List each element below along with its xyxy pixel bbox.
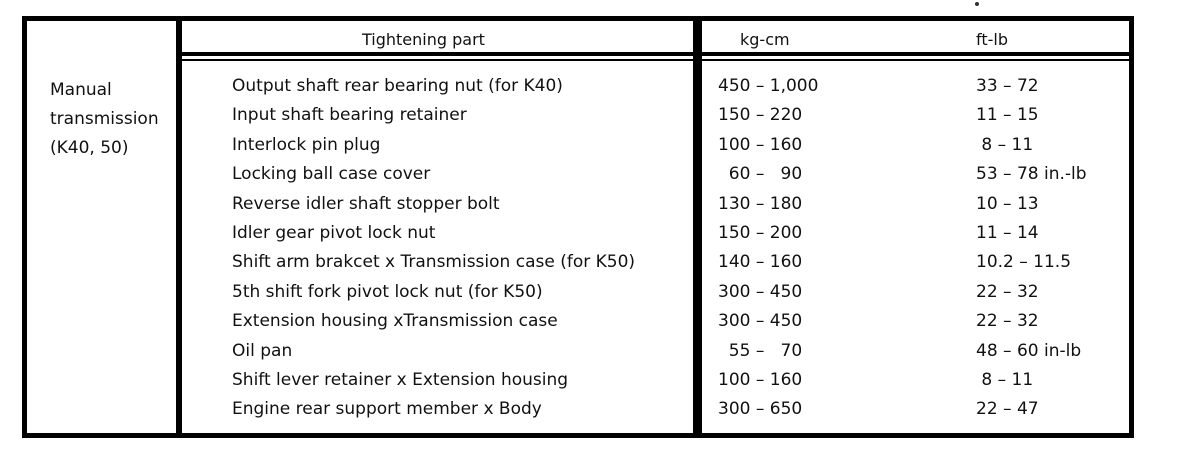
table-cell-kgcm: 150 – 200	[718, 223, 803, 243]
header-divider-thin	[182, 59, 1129, 61]
table-cell-ftlb: 10 – 13	[976, 194, 1039, 214]
table-cell-ftlb: 11 – 15	[976, 105, 1039, 125]
table-cell-part: Shift lever retainer x Extension housing	[232, 370, 569, 390]
category-label	[50, 76, 159, 163]
table-cell-kgcm: 300 – 450	[718, 311, 803, 331]
table-cell-part: Oil pan	[232, 341, 293, 361]
table-cell-kgcm: 140 – 160	[718, 252, 803, 272]
category-line-3: (K40, 50)	[50, 138, 129, 158]
table-cell-ftlb: 22 – 32	[976, 282, 1039, 302]
category-column-divider	[176, 16, 182, 438]
table-cell-kgcm: 150 – 220	[718, 105, 803, 125]
table-cell-ftlb: 8 – 11	[976, 370, 1034, 390]
table-cell-kgcm: 100 – 160	[718, 135, 803, 155]
table-cell-kgcm: 55 – 70	[718, 341, 803, 361]
table-cell-part: 5th shift fork pivot lock nut (for K50)	[232, 282, 543, 302]
table-cell-ftlb: 48 – 60 in-lb	[976, 341, 1082, 361]
table-cell-part: Reverse idler shaft stopper bolt	[232, 194, 500, 214]
header-tightening-part: Tightening part	[362, 30, 485, 49]
header-ft-lb: ft-lb	[976, 30, 1008, 49]
torque-table	[22, 16, 1134, 438]
table-cell-kgcm: 100 – 160	[718, 370, 803, 390]
table-cell-part: Interlock pin plug	[232, 135, 381, 155]
header-divider	[182, 52, 1129, 56]
value-column-divider	[699, 16, 702, 438]
table-cell-ftlb: 53 – 78 in.-lb	[976, 164, 1087, 184]
table-cell-ftlb: 33 – 72	[976, 76, 1039, 96]
table-cell-part: Shift arm brakcet x Transmission case (for K50)	[232, 252, 636, 272]
table-cell-ftlb: 8 – 11	[976, 135, 1034, 155]
table-cell-kgcm: 300 – 650	[718, 399, 803, 419]
category-line-1: Manual	[50, 80, 112, 100]
table-cell-part: Extension housing xTransmission case	[232, 311, 558, 331]
table-cell-part: Output shaft rear bearing nut (for K40)	[232, 76, 563, 96]
table-cell-part: Input shaft bearing retainer	[232, 105, 467, 125]
table-cell-kgcm: 450 – 1,000	[718, 76, 819, 96]
category-line-2: transmission	[50, 109, 159, 129]
table-cell-part: Idler gear pivot lock nut	[232, 223, 436, 243]
table-cell-ftlb: 11 – 14	[976, 223, 1039, 243]
table-cell-part: Locking ball case cover	[232, 164, 431, 184]
table-cell-kgcm: 60 – 90	[718, 164, 803, 184]
table-cell-ftlb: 22 – 32	[976, 311, 1039, 331]
table-cell-kgcm: 130 – 180	[718, 194, 803, 214]
table-cell-part: Engine rear support member x Body	[232, 399, 542, 419]
scan-mark	[975, 2, 979, 6]
table-cell-ftlb: 22 – 47	[976, 399, 1039, 419]
header-kg-cm: kg-cm	[740, 30, 790, 49]
table-cell-ftlb: 10.2 – 11.5	[976, 252, 1072, 272]
table-cell-kgcm: 300 – 450	[718, 282, 803, 302]
